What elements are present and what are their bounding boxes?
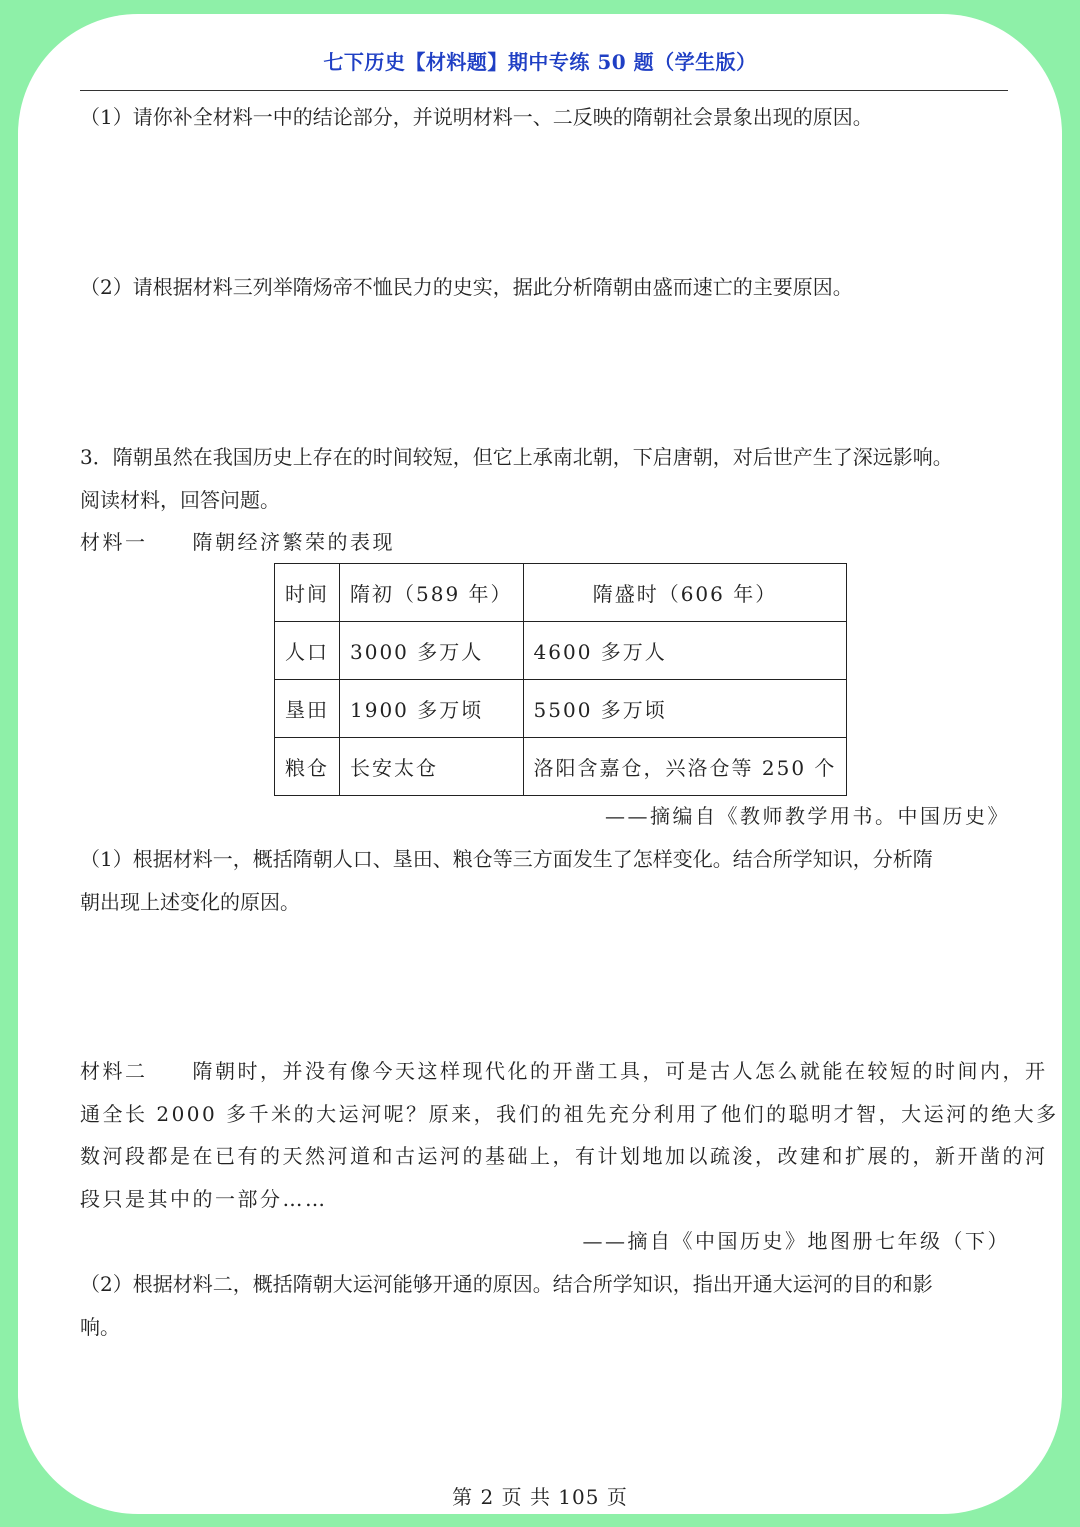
q3-stem-line-2: 阅读材料，回答问题。 <box>80 488 280 512</box>
table-cell: 3000 多万人 <box>340 622 524 680</box>
material-1-title: 材料一 隋朝经济繁荣的表现 <box>80 530 395 554</box>
q3-stem-line-1: 3．隋朝虽然在我国历史上存在的时间较短，但它上承南北朝，下启唐朝，对后世产生了深远影响。 <box>80 445 953 469</box>
economy-table <box>274 563 847 796</box>
material-2-line-4: 段只是其中的一部分…… <box>80 1187 328 1211</box>
table-cell: 人口 <box>275 622 340 680</box>
table-header-row <box>275 564 847 622</box>
table-cell: 4600 多万人 <box>523 622 847 680</box>
table-header-cell: 时间 <box>275 564 340 622</box>
document-header-title: 七下历史【材料题】期中专练 50 题（学生版） <box>323 50 757 74</box>
material-2-source: ——摘自《中国历史》地图册七年级（下） <box>582 1229 1010 1253</box>
table-cell: 1900 多万顷 <box>340 680 524 738</box>
q2-subquestion-1: （1）请你补全材料一中的结论部分，并说明材料一、二反映的隋朝社会景象出现的原因。 <box>80 105 873 129</box>
table-row <box>275 622 847 680</box>
table-cell: 洛阳含嘉仓，兴洛仓等 250 个 <box>523 738 847 796</box>
material-2-line-1: 材料二 隋朝时，并没有像今天这样现代化的开凿工具，可是古人怎么就能在较短的时间内，开 <box>80 1059 1048 1083</box>
material-1-source: ——摘编自《教师教学用书。中国历史》 <box>605 804 1010 828</box>
table-cell: 粮仓 <box>275 738 340 796</box>
table-cell: 长安太仓 <box>340 738 524 796</box>
table-cell: 5500 多万顷 <box>523 680 847 738</box>
table-row <box>275 738 847 796</box>
q3-subquestion-2-line-2: 响。 <box>80 1315 120 1339</box>
q3-subquestion-2-line-1: （2）根据材料二，概括隋朝大运河能够开通的原因。结合所学知识，指出开通大运河的目的和影 <box>80 1272 933 1296</box>
q2-subquestion-2: （2）请根据材料三列举隋炀帝不恤民力的史实，据此分析隋朝由盛而速亡的主要原因。 <box>80 275 853 299</box>
q3-subquestion-1-line-2: 朝出现上述变化的原因。 <box>80 890 300 914</box>
table-row <box>275 680 847 738</box>
page-number: 第 2 页 共 105 页 <box>452 1485 628 1509</box>
table-header-cell: 隋盛时（606 年） <box>523 564 847 622</box>
material-2-line-2: 通全长 2000 多千米的大运河呢？原来，我们的祖先充分利用了他们的聪明才智，大运河的绝大多 <box>80 1102 1059 1126</box>
table-cell: 垦田 <box>275 680 340 738</box>
header-divider <box>80 90 1008 91</box>
material-2-line-3: 数河段都是在已有的天然河道和古运河的基础上，有计划地加以疏浚，改建和扩展的，新开凿的河 <box>80 1144 1048 1168</box>
q3-subquestion-1-line-1: （1）根据材料一，概括隋朝人口、垦田、粮仓等三方面发生了怎样变化。结合所学知识，分析隋 <box>80 847 933 871</box>
table-header-cell: 隋初（589 年） <box>340 564 524 622</box>
